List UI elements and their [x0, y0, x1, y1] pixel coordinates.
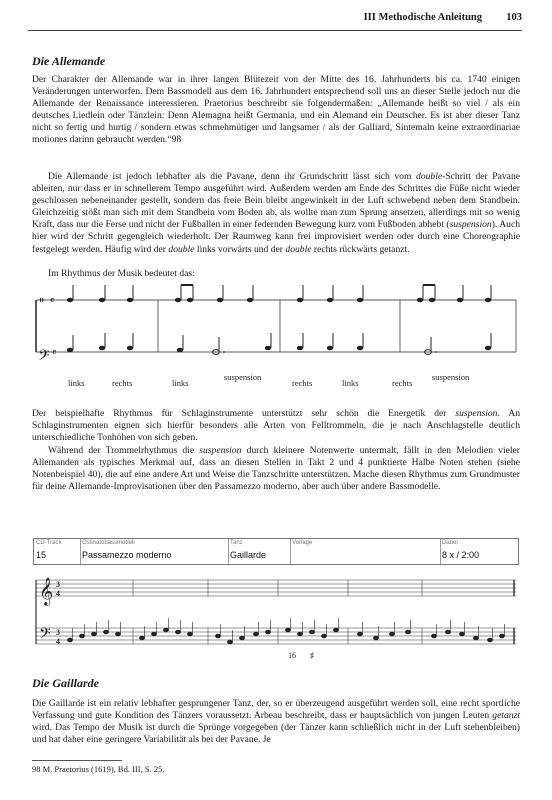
paragraph-percussion: Der beispielhafte Rhythmus für Schlaginstrumente unterstützt sehr schön die Energetik der suspension. An Schlaginstrumenten eignen sich hierfür besonders alle Arten von Felltrommeln, die je nach Anschlagstelle deutlich unterschiedliche Tonhöhen von sich geben. — [32, 408, 520, 444]
header-title: III Methodische Anleitung — [363, 12, 482, 23]
footnote-rule — [32, 760, 122, 761]
paragraph-allemande-intro: Der Charakter der Allemande war in ihrer langen Blütezeit von der Mitte des 16. Jahrhunderts bis ca. 1740 einigen Veränderungen unterworfen. Dem Bassmodell aus dem 16. Jahrhundert entsprechend soll uns an dieser Stelle jedoch nur die Allemande der Renaissance interessieren. Praetorius beschreibt sie folgendermaßen: „Allemande heißt so viel / als ein deutsches Liedlein oder Tänzlein: Denn Alemagna heißt Germania, und ein Alemand ein Deutscher. Es ist aber dieser Tanz nicht so fertig und hurtig / sondern etwas schmehmütiger und langsamer / als der Galliard, Sintemaln keine extraordinariae motiones darinn gebraucht werden.“98 — [32, 74, 520, 146]
svg-text:𝄴: 𝄴 — [50, 296, 55, 307]
step-label-links: links — [342, 378, 359, 388]
svg-text:𝄞: 𝄞 — [39, 577, 54, 605]
footnote: 98 M. Praetorius (1619), Bd. III, S. 25. — [32, 764, 165, 774]
step-label-suspension: suspension — [224, 372, 262, 382]
svg-text:𝄥: 𝄥 — [40, 294, 44, 307]
step-label-links: links — [68, 378, 85, 388]
svg-text:3: 3 — [56, 580, 60, 589]
bass-model-cell: Ostinatobassmodell Passamezzo moderno — [80, 539, 229, 564]
section-heading-gaillarde: Die Gaillarde — [32, 676, 99, 690]
svg-text:𝄢: 𝄢 — [39, 625, 51, 646]
paragraph-drum-rhythm: Während der Trommelrhythmus die suspension durch kleinere Notenwerte untermalt, fällt in den Melodien vieler Allemanden als typisches Merkmal auf, dass an diesen Stellen in Takt 2 und 4 punktierte Halbe Noten stehen (siehe Notenbeispiel 40), die auf eine andere Art und Weise die Tanzschritte unterstützen. Mache diesen Rhythmus zum Grundmuster für deine Allemande-Improvisationen über den Passamezzo moderno, aber auch über andere Bassmodelle. — [32, 445, 521, 493]
step-label-rechts: rechts — [112, 378, 133, 388]
section-heading-allemande: Die Allemande — [32, 54, 106, 68]
gaillarde-score — [30, 568, 520, 668]
cd-track-cell: CD-Track 15 — [34, 539, 81, 564]
running-header — [28, 10, 522, 28]
rhythm-score — [30, 282, 520, 392]
svg-text:4: 4 — [56, 637, 60, 646]
page-number: 103 — [506, 12, 522, 23]
step-label-rechts: rechts — [292, 378, 313, 388]
step-label-links: links — [172, 378, 189, 388]
dance-cell: Tanz Gaillarde — [228, 539, 291, 564]
paragraph-gaillarde: Die Gaillarde ist ein relativ lebhafter gesprungener Tanz, der, so er überzeugend ausgeführt werden soll, eine recht sportliche Verfassung und gute Kondition des Tänzers voraussetzt. Arbeau beschreibt, dass er hauptsächlich von jungen Leuten getanzt wird. Das Tempo der Musik ist durch die Sprünge vorgegeben (der Tänzer kann schließlich nicht in der Luft stehenbleiben) und hat daher eine geringere Variabilität als bei der Pavane. Je — [32, 698, 520, 746]
template-cell: Vorlage — [290, 539, 441, 564]
svg-text:𝄢: 𝄢 — [38, 347, 50, 368]
svg-text:3: 3 — [56, 628, 60, 637]
paragraph-allemande-step: Die Allemande ist jedoch lebhafter als die Pavane, denn ihr Grundschritt lässt sich vom double-Schritt der Pavane ableiten, nur dass er in schnellerem Tempo ausgeführt wird. Außerdem werden am Ende des Schrittes die Füße nicht wieder geschlossen nebeneinander gestellt, sondern das freie Bein bleibt angewinkelt in der Luft schwebend neben dem Standbein. Gleichzeitig stößt man sich mit dem Standbein vom Boden ab, als wollte man zum Sprung ansetzen, allerdings mit so wenig Kraft, dass nur die Ferse und nicht der Fußballen in einer federnden Bewegung kurz vom Fußboden abhebt (suspension). Auch hier wird der Schritt gegengleich wiederholt. Der Raumweg kann frei improvisiert werden oder durch eine Choreographie festgelegt werden. Häufig wird der double links vorwärts und der double rechts rückwärts getanzt. — [32, 171, 520, 255]
svg-text:𝄴: 𝄴 — [52, 348, 57, 359]
step-label-suspension: suspension — [432, 372, 470, 382]
svg-text:♯: ♯ — [310, 651, 314, 660]
svg-text:4: 4 — [56, 589, 60, 598]
cd-track-box — [33, 538, 519, 565]
step-label-rechts: rechts — [392, 378, 413, 388]
paragraph-rhythm-intro: Im Rhythmus der Musik bedeutet das: — [48, 268, 195, 279]
score-annotation: 16 — [288, 651, 296, 660]
header-rule — [28, 30, 522, 31]
duration-cell: Dauer 8 x / 2:00 — [442, 540, 480, 560]
